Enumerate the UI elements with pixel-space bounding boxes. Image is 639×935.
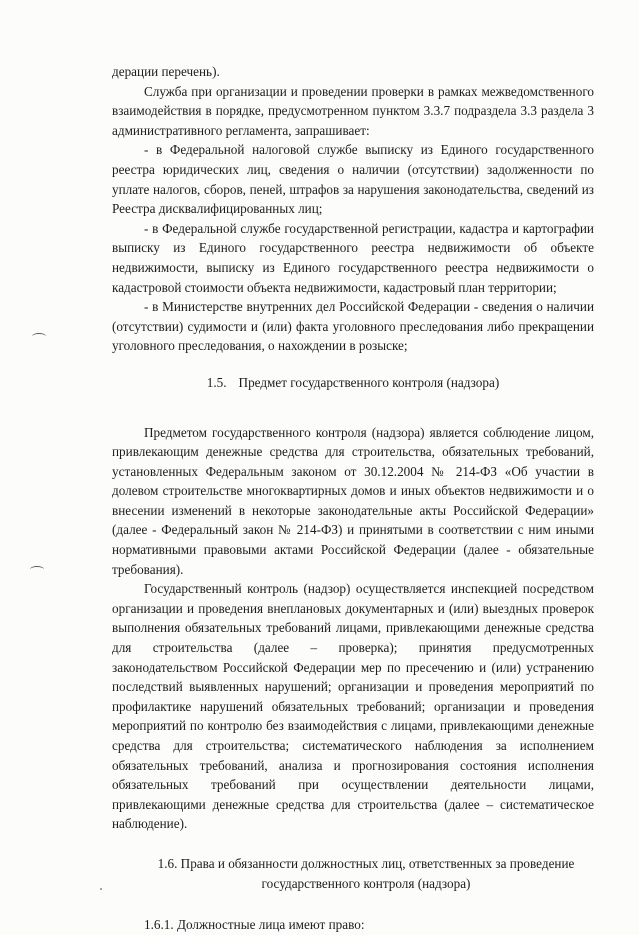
paragraph-subject-of-control: Предметом государственного контроля (надзора) является соблюдение лицом, привлекающим денежные средства для строительства, обязательных требований, установленных Федеральным законом от 30.12.2004 № 214-ФЗ «Об участии в долевом строительстве многоквартирных домов и иных объектов недвижимости и о внесении изменений в некоторые законодательные акты Российской Федерации» (далее - Федеральный закон № 214-ФЗ) и принятыми в соответствии с ним иными нормативными правовыми актами Российской Федерации (далее - обязательные требования).	[112, 424, 594, 577]
paragraph-continuation: дерации перечень).	[112, 64, 220, 79]
section-heading-1-6-1: 1.6.1. Должностные лица имеют право:	[144, 917, 365, 933]
section-heading-1-5	[112, 373, 594, 393]
scan-speck	[100, 888, 102, 890]
section-heading-1-6: 1.6. Права и обязанности должностных лиц, ответственных за проведение государственного контроля (надзора)	[157, 855, 575, 891]
paragraph-control-implementation: Государственный контроль (надзор) осуществляется инспекцией посредством организации и проведения внеплановых документарных и (или) выездных проверок выполнения обязательных требований лицами, привлекающими денежные средства для строительства (далее – проверка); принятия предусмотренных законодательством Российской Федерации мер по пресечению и (или) устранению последствий выявленных нарушений; организации и проведения мероприятий по профилактике нарушений обязательных требований; организации и проведения мероприятий по контролю без взаимодействия с лицами, привлекающими денежные средства для строительства; систематического наблюдения за исполнением обязательных требований, анализа и прогнозирования состояния исполнения обязательных требований при осуществлении деятельности лицами, привлекающими денежные средства для строительства (далее – систематическое наблюдение).	[112, 581, 594, 832]
section-title: Предмет государственного контроля (надзора)	[238, 374, 500, 390]
scan-mark-middle	[30, 566, 44, 573]
document-body	[112, 62, 594, 935]
paragraph-service-request: Служба при организации и проведении проверки в рамках межведомственного взаимодействия в порядке, предусмотренном пунктом 3.3.7 подраздела 3.3 раздела 3 административного регламента, запрашивает:	[112, 83, 594, 138]
section-number: 1.5.	[206, 374, 227, 390]
list-item-interior-ministry: - в Министерстве внутренних дел Российской Федерации - сведения о наличии (отсутствии) судимости и (или) факта уголовного преследования либо прекращении уголовного преследования, о нахождении в розыске;	[112, 299, 594, 354]
list-item-tax-service: - в Федеральной налоговой службе выписку из Единого государственного реестра юридических лиц, сведения о наличии (отсутствии) задолженности по уплате налогов, сборов, пеней, штрафов за нарушения законодательства, сведений из Реестра дисквалифицированных лиц;	[112, 142, 594, 217]
list-item-registration-service: - в Федеральной службе государственной регистрации, кадастра и картографии выписку из Единого государственного реестра недвижимости об объекте недвижимости, выписку из Единого государственного реестра недвижимости о кадастровой стоимости объекта недвижимости, кадастровый план территории;	[112, 220, 594, 295]
scan-mark-top	[32, 333, 46, 340]
